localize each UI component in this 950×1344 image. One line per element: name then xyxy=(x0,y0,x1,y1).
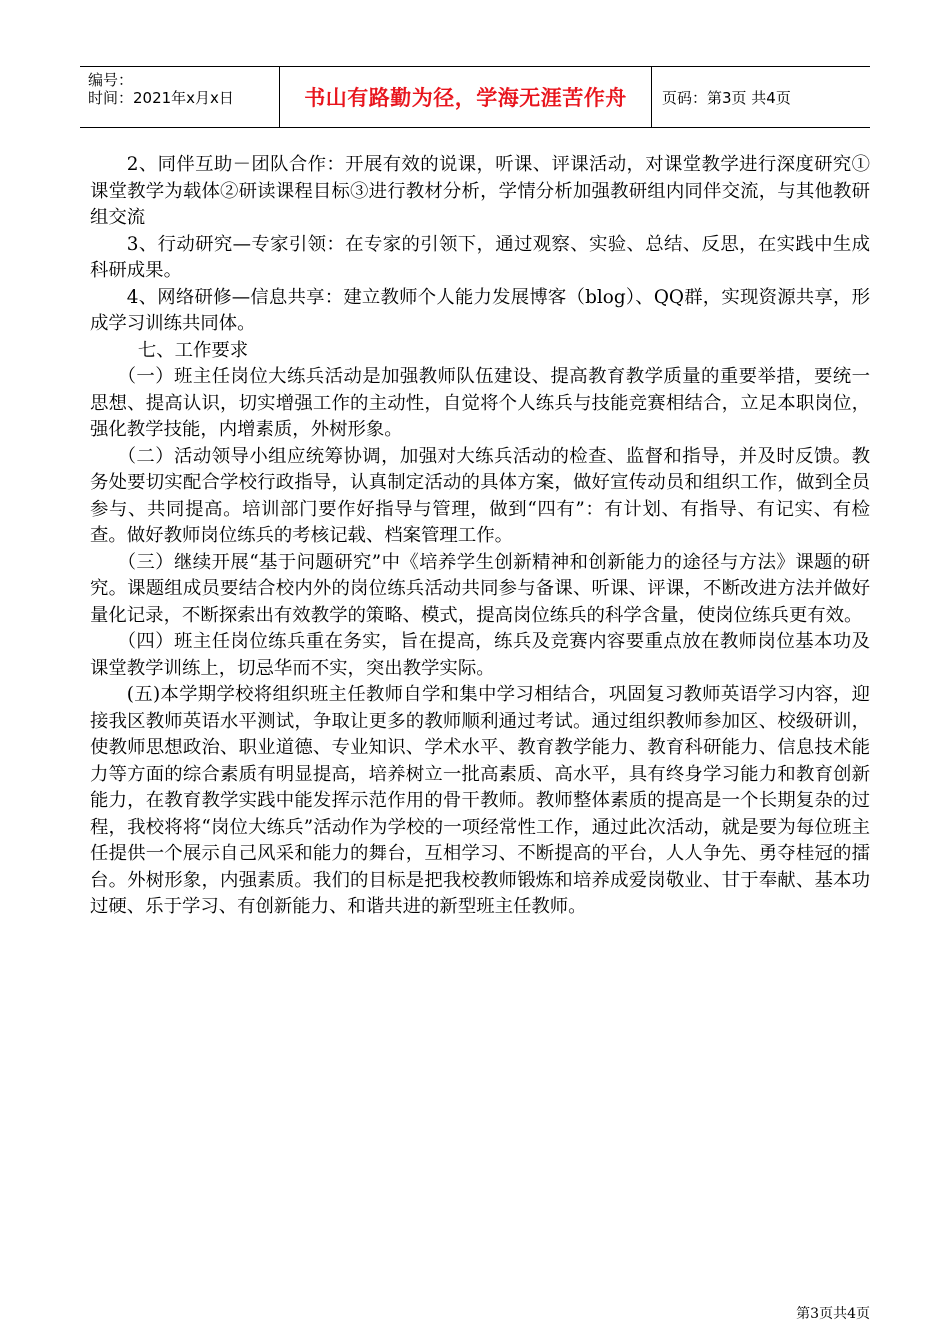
page-header xyxy=(80,66,870,128)
paragraph-requirement-5: (五)本学期学校将组织班主任教师自学和集中学习相结合，巩固复习教师英语学习内容，迎接我区教师英语水平测试，争取让更多的教师顺利通过考试。通过组织教师参加区、校级研训，使教师思想政治、职业道德、专业知识、学术水平、教育教学能力、教育科研能力、信息技术能力等方面的综合素质有明显提高，培养树立一批高素质、高水平，具有终身学习能力和教育创新能力，在教育教学实践中能发挥示范作用的骨干教师。教师整体素质的提高是一个长期复杂的过程，我校将将“岗位大练兵”活动作为学校的一项经常性工作，通过此次活动，就是要为每位班主任提供一个展示自己风采和能力的舞台，互相学习、不断提高的平台，人人争先、勇夺桂冠的擂台。外树形象，内强素质。我们的目标是把我校教师锻炼和培养成爱岗敬业、甘于奉献、基本功过硬、乐于学习、有创新能力、和谐共进的新型班主任教师。 xyxy=(90,684,870,917)
paragraph-requirement-2: （二）活动领导小组应统筹协调，加强对大练兵活动的检查、监督和指导，并及时反馈。教务处要切实配合学校行政指导，认真制定活动的具体方案，做好宣传动员和组织工作，做到全员参与、共同提高。培训部门要作好指导与管理，做到“四有”：有计划、有指导、有记实、有检查。做好教师岗位练兵的考核记载、档案管理工作。 xyxy=(90,445,870,546)
document-body xyxy=(90,152,870,921)
section-heading-work-requirements: 七、工作要求 xyxy=(137,339,249,361)
document-number: 编号： xyxy=(88,71,134,89)
page-footer: 第3页共4页 xyxy=(796,1306,870,1322)
header-meta xyxy=(80,67,280,127)
header-motto: 书山有路勤为径，学海无涯苦作舟 xyxy=(280,67,652,127)
document-date: 时间：2021年x月x日 xyxy=(88,89,234,107)
paragraph-action-research: 3、行动研究—专家引领：在专家的引领下，通过观察、实验、总结、反思，在实践中生成科研成果。 xyxy=(90,233,870,281)
paragraph-peer-support: 2、同伴互助－团队合作：开展有效的说课，听课、评课活动，对课堂教学进行深度研究①课堂教学为载体②研读课程目标③进行教材分析，学情分析加强教研组内同伴交流，与其他教研组交流 xyxy=(90,154,870,228)
paragraph-requirement-1: （一）班主任岗位大练兵活动是加强教师队伍建设、提高教育教学质量的重要举措，要统一思想、提高认识，切实增强工作的主动性，自觉将个人练兵与技能竞赛相结合，立足本职岗位，强化教学技能，内增素质，外树形象。 xyxy=(90,366,870,440)
paragraph-online-study: 4、网络研修—信息共享：建立教师个人能力发展博客（blog）、QQ群，实现资源共享，形成学习训练共同体。 xyxy=(90,286,870,334)
paragraph-requirement-3: （三）继续开展“基于问题研究”中《培养学生创新精神和创新能力的途径与方法》课题的研究。课题组成员要结合校内外的岗位练兵活动共同参与备课、听课、评课，不断改进方法并做好量化记录，不断探索出有效教学的策略、模式，提高岗位练兵的科学含量，使岗位练兵更有效。 xyxy=(90,551,870,626)
header-page-number: 页码：第3页 共4页 xyxy=(662,88,791,107)
paragraph-requirement-4: （四）班主任岗位练兵重在务实，旨在提高，练兵及竞赛内容要重点放在教师岗位基本功及课堂教学训练上，切忌华而不实，突出教学实际。 xyxy=(90,631,870,679)
